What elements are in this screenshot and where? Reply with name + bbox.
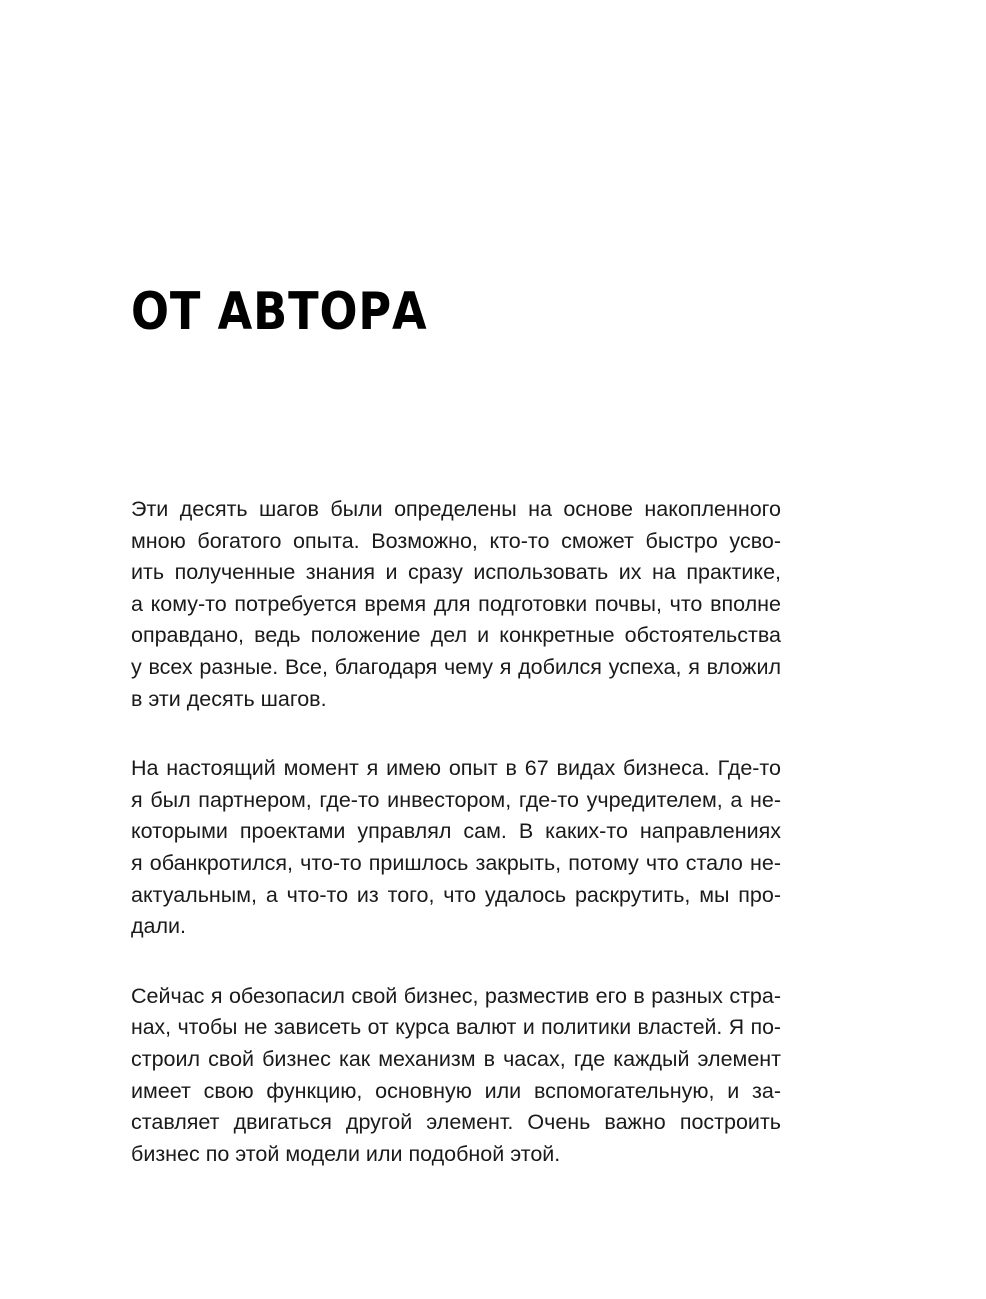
text-line: а кому-то потребуется время для подготовки почвы, что вполне <box>131 591 781 616</box>
text-line: мною богатого опыта. Возможно, кто-то сможет быстро усво- <box>131 528 781 553</box>
text-line: строил свой бизнес как механизм в часах, где каждый элемент <box>131 1046 781 1071</box>
chapter-title: ОТ АВТОРА <box>131 282 428 342</box>
text-line: нах, чтобы не зависеть от курса валют и политики властей. Я по- <box>131 1015 781 1040</box>
text-line: которыми проектами управлял сам. В каких-то направлениях <box>131 819 781 844</box>
paragraph-3 <box>131 981 781 1171</box>
paragraph-1 <box>131 494 781 715</box>
text-line: я был партнером, где-то инвестором, где-то учредителем, а не- <box>131 787 781 812</box>
text-line: Эти десять шагов были определены на основе накопленного <box>131 497 781 521</box>
text-line: актуальным, а что-то из того, что удалось раскрутить, мы про- <box>131 882 781 907</box>
paragraph-2 <box>131 753 781 943</box>
text-line: ить полученные знания и сразу использовать их на практике, <box>131 560 781 585</box>
text-line: оправдано, ведь положение дел и конкретные обстоятельства <box>131 623 781 648</box>
text-line: дали. <box>131 914 187 939</box>
text-line: Сейчас я обезопасил свой бизнес, разместив его в разных стра- <box>131 983 781 1008</box>
text-line: бизнес по этой модели или подобной этой. <box>131 1141 561 1166</box>
chapter-body <box>131 494 781 1208</box>
text-line: я обанкротился, что-то пришлось закрыть, потому что стало не- <box>131 850 781 875</box>
text-line: На настоящий момент я имею опыт в 67 видах бизнеса. Где-то <box>131 756 781 781</box>
text-line: имеет свою функцию, основную или вспомогательную, и за- <box>131 1078 781 1103</box>
text-line: ставляет двигаться другой элемент. Очень важно построить <box>131 1110 781 1135</box>
text-line: в эти десять шагов. <box>131 686 327 711</box>
text-line: у всех разные. Все, благодаря чему я добился успеха, я вложил <box>131 654 781 679</box>
